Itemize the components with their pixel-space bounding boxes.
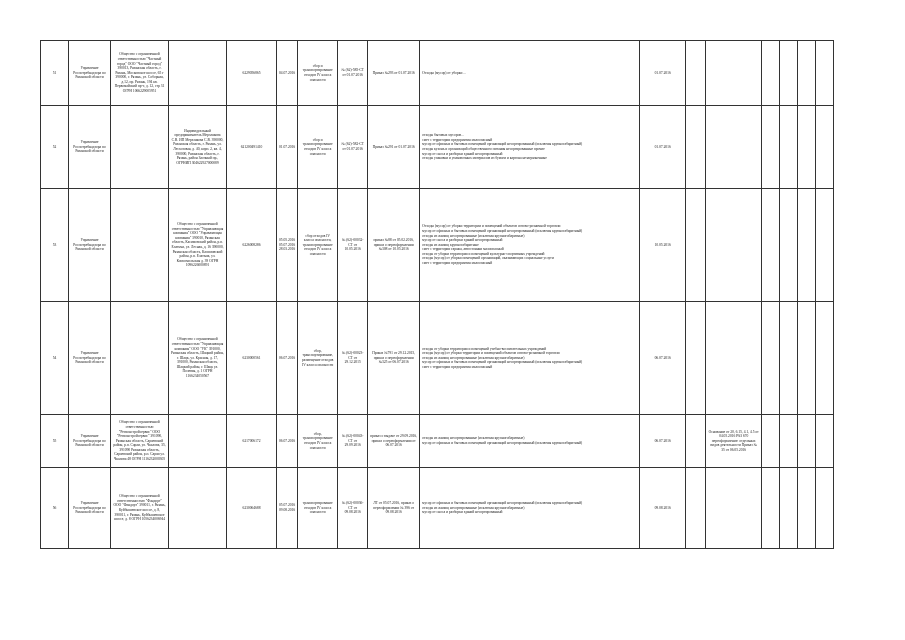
license-number: № (62)-582-СТ от 01.07.2016: [338, 106, 368, 189]
waste-list: [420, 41, 640, 106]
blank-cell: [780, 415, 798, 468]
waste-list: [420, 106, 640, 189]
inn-code: 621200491410: [227, 106, 277, 189]
blank-cell: [780, 189, 798, 302]
row-number: 53: [41, 189, 69, 302]
remarks: [706, 468, 762, 549]
waste-item: Отходы (мусор) от уборки ...: [422, 70, 467, 75]
blank-cell: [686, 189, 706, 302]
waste-item: отходы от уборки территории и помещений учебно-воспитательных учреждений: [422, 346, 547, 351]
order-reference: приказ о выдаче от 29.09.2016, приказ о переоформлении от 06.07.2016: [368, 415, 420, 468]
registry-table: [40, 40, 834, 549]
licensee-company: [111, 189, 169, 302]
blank-cell: [762, 415, 780, 468]
licensee-entrepreneur: [169, 41, 227, 106]
licensee-company: Общество с ограниченной ответственностью "Частный город" ООО "Частный город" 390013, Рязанская область, г. Рязань, Московское шоссе, 65 г 390000, г. Рязань, ул. Соборная, д.12, пр. Рязань, 194 кв. Первомайский пр-т, д. 12, стр 31 ОГРН 1066229005951: [111, 41, 169, 106]
issuing-authority: Управление Роспотребнадзора по Рязанской области: [69, 41, 111, 106]
waste-item: мусор от офисных и бытовых помещений организаций несортированный (исключая крупногабаритный): [422, 441, 583, 445]
effective-date: 09.08.2016: [640, 468, 686, 549]
decision-date: 05.05.2016 05.07.2016 28.03.2016: [277, 189, 298, 302]
order-reference: Приказ №293 от 01.07.2016: [368, 41, 420, 106]
decision-date: 06.07.2016: [277, 302, 298, 415]
row-number: 55: [41, 415, 69, 468]
decision-date: 06.07.2016: [277, 415, 298, 468]
inn-code: 6217006172: [227, 415, 277, 468]
waste-item: отходы из жилищ несортированные (исключая крупногабаритные): [422, 436, 525, 441]
order-reference: приказ №88 от 05.02.2016, приказ о переоформлении №308 от 10.05.2016: [368, 189, 420, 302]
blank-cell: [816, 468, 834, 549]
waste-list: [420, 302, 640, 415]
waste-list: [420, 189, 640, 302]
waste-item: отходы от уборки территории и помещений культурно-спортивных учреждений: [422, 251, 545, 256]
waste-item: мусор от офисных и бытовых помещений организаций несортированный (исключая крупногабаритный): [422, 228, 583, 233]
decision-date: 05.07.2016 09.08.2016: [277, 468, 298, 549]
decision-date: 04.07.2016: [277, 41, 298, 106]
blank-cell: [816, 41, 834, 106]
table-row: [41, 106, 834, 189]
waste-item: мусор от сноса и разборки зданий несортированный: [422, 238, 503, 243]
registry-body: [41, 41, 834, 549]
blank-cell: [686, 415, 706, 468]
blank-cell: [762, 468, 780, 549]
order-reference: Приказ №791 от 29.12.2015, приказ о переоформлении №325 от 06.07.2016: [368, 302, 420, 415]
order-reference: ЛТ от 05.07.2016, приказ о переоформлении № 396 от 09.08.2016: [368, 468, 420, 549]
table-row: [41, 468, 834, 549]
waste-list: [420, 468, 640, 549]
table-row: [41, 302, 834, 415]
remarks: Основание от 20, 6.15, 4.1, 4.5 от 04.05.2016 РАЗ 670 переоформление: отдельных видов деятельности Приказ № 35 от 06.05.2016: [706, 415, 762, 468]
licensee-company: Общество с ограниченной ответственностью "Фандорт" ООО "Фандорт" 390011, г. Рязань, Куйбышевское шоссе, д. 8, 390011, г. Рязань, Куйбышевское шоссе, д. 8 ОГРН 1056234006944: [111, 468, 169, 549]
blank-cell: [762, 41, 780, 106]
issuing-authority: Управление Роспотребнадзора по Рязанской области: [69, 106, 111, 189]
effective-date: 06.07.2016: [640, 415, 686, 468]
table-row: [41, 189, 834, 302]
waste-item: смет с территории гаража, автостоянки малоопасный: [422, 247, 504, 252]
waste-item: отходы (мусор) от уборки территории и помещений объектов оптово-розничной торговли: [422, 351, 560, 356]
license-number: № (62)-00023-СТ от 29.12.2015: [338, 302, 368, 415]
licensee-company: [111, 302, 169, 415]
waste-item: смет с территории предприятия малоопасный: [422, 261, 493, 266]
blank-cell: [762, 106, 780, 189]
blank-cell: [816, 302, 834, 415]
issuing-authority: Управление Роспотребнадзора по Рязанской области: [69, 189, 111, 302]
blank-cell: [780, 468, 798, 549]
waste-item: мусор от офисных и бытовых помещений организаций несортированный (исключая крупногабаритный): [422, 501, 583, 506]
blank-cell: [798, 41, 816, 106]
waste-item: отходы бытовых мусоров...: [422, 133, 464, 138]
waste-item: смет с территории предприятия малоопасный: [422, 364, 493, 369]
inn-code: 6230064688: [227, 468, 277, 549]
licensee-entrepreneur: Общество с ограниченной ответственностью "Управляющая компания" ООО "УК" 391000, Рязанская область, Шацкий район, г. Шацк, ул. Красная, д. 17, 391000, Рязанская область, Шацкий район, г. Шацк ул. Полевая, д. 1 ОГРН 1166234050567: [169, 302, 227, 415]
waste-item: мусор от сноса и разборки зданий несортированный: [422, 510, 503, 515]
blank-cell: [816, 189, 834, 302]
blank-cell: [780, 41, 798, 106]
licensee-company: Общество с ограниченной ответственностью "Регионстройсервис" ООО "Регионстройсервис" 391090, Рязанская область, Сараевский район, р.п. Сараи, ул. Чкалова, 35, 391090 Рязанская область, Сараевский район, р.п. Сараи ул. Чкалова 48 ОГРН 1116232000305: [111, 415, 169, 468]
activity-type: сбор и транспортирование отходов IV класса опасности: [298, 41, 338, 106]
activity-type: транспортирование отходов IV класса опасности: [298, 468, 338, 549]
blank-cell: [686, 468, 706, 549]
row-number: 52: [41, 106, 69, 189]
blank-cell: [686, 41, 706, 106]
activity-type: сбор и транспортирование отходов IV класса опасности: [298, 106, 338, 189]
blank-cell: [816, 106, 834, 189]
waste-item: отходы из жилищ крупногабаритные: [422, 242, 479, 247]
blank-cell: [798, 302, 816, 415]
waste-item: мусор от офисных и бытовых помещений организаций несортированный (исключая крупногабаритный): [422, 142, 583, 147]
blank-cell: [762, 302, 780, 415]
blank-cell: [780, 302, 798, 415]
remarks: [706, 41, 762, 106]
order-reference: Приказ №291 от 01.07.2016: [368, 106, 420, 189]
blank-cell: [686, 106, 706, 189]
decision-date: 01.07.2016: [277, 106, 298, 189]
blank-cell: [762, 189, 780, 302]
waste-item: отходы (мусор) от уборки помещений организаций, оказывающих социальные услуги: [422, 256, 554, 261]
issuing-authority: Управление Роспотребнадзора по Рязанской области: [69, 415, 111, 468]
remarks: [706, 189, 762, 302]
waste-item: отходы из жилищ несортированные (исключая крупногабаритные): [422, 355, 525, 360]
activity-type: сбор, транспортирование, размещение отходов IV класса опасности: [298, 302, 338, 415]
waste-list: [420, 415, 640, 468]
blank-cell: [780, 106, 798, 189]
waste-item: мусор от офисных и бытовых помещений организаций несортированный (исключая крупногабаритный): [422, 360, 583, 365]
remarks: [706, 302, 762, 415]
license-number: № (62)-585-СТ от 01.07.2016: [338, 41, 368, 106]
blank-cell: [798, 189, 816, 302]
waste-item: отходы из жилищ несортированные (исключая крупногабаритные): [422, 233, 525, 238]
registry-sheet: [40, 40, 834, 549]
issuing-authority: Управление Роспотребнадзора по Рязанской области: [69, 302, 111, 415]
row-number: 56: [41, 468, 69, 549]
waste-item: отходы кухонь и организаций общественного питания несортированные прочие: [422, 147, 545, 151]
issuing-authority: Управление Роспотребнадзора по Рязанской области: [69, 468, 111, 549]
effective-date: 01.07.2016: [640, 106, 686, 189]
blank-cell: [798, 106, 816, 189]
activity-type: сбор, транспортирование отходов IV класса опасности: [298, 415, 338, 468]
licensee-entrepreneur: Общество с ограниченной ответственностью "Управляющая компания" ООО "Управляющая компания" 390010, Рязанская область, Касимовский район, р.п. Елатьма, ул. Лесная, д. 16 390000, Рязанская область, Касимовский район, р.п. Елатьма, ул. Комсомольская д. 39 ОГРН 1096226000891: [169, 189, 227, 302]
waste-item: мусор от сноса и разборки зданий несортированный: [422, 151, 503, 156]
inn-code: 6230000561: [227, 302, 277, 415]
inn-code: 6226008286: [227, 189, 277, 302]
waste-item: отходы упаковки и упаковочных материалов из бумаги и картона незагрязненные: [422, 156, 547, 161]
license-number: № (62)-00036-СТ от 09.08.2016: [338, 468, 368, 549]
blank-cell: [686, 302, 706, 415]
effective-date: 06.07.2016: [640, 302, 686, 415]
blank-cell: [798, 415, 816, 468]
waste-item: Отходы (мусор) от уборки территории и помещений объектов оптово-розничной торговли: [422, 224, 561, 229]
effective-date: 10.05.2016: [640, 189, 686, 302]
waste-item: отходы из жилищ несортированные (исключая крупногабаритные): [422, 505, 525, 510]
licensee-entrepreneur: Индивидуальный предприниматель Мерзлякова С.В. ИП Мерзлякова С.В. 390000, Рязанская область, г. Рязань, ул. Лесхозовая, д. 40, корп. 2, кв. 4, 390000, Рязанская область, г. Рязань, район Заочный пр., ОГРНИП 304622927000089: [169, 106, 227, 189]
licensee-entrepreneur: [169, 468, 227, 549]
license-number: № (62)-00032-СТ от 10.05.2016: [338, 189, 368, 302]
activity-type: сбор отходов IV класса опасности, транспортирование отходов IV класса опасности: [298, 189, 338, 302]
table-row: [41, 415, 834, 468]
licensee-company: [111, 106, 169, 189]
row-number: 54: [41, 302, 69, 415]
blank-cell: [798, 468, 816, 549]
licensee-entrepreneur: [169, 415, 227, 468]
license-number: № (62)-00043-СТ от 29.09.2016: [338, 415, 368, 468]
inn-code: 6229056865: [227, 41, 277, 106]
table-row: [41, 41, 834, 106]
waste-item: смет с территории предприятия малоопасный: [422, 137, 493, 142]
effective-date: 01.07.2016: [640, 41, 686, 106]
row-number: 51: [41, 41, 69, 106]
blank-cell: [816, 415, 834, 468]
remarks: [706, 106, 762, 189]
